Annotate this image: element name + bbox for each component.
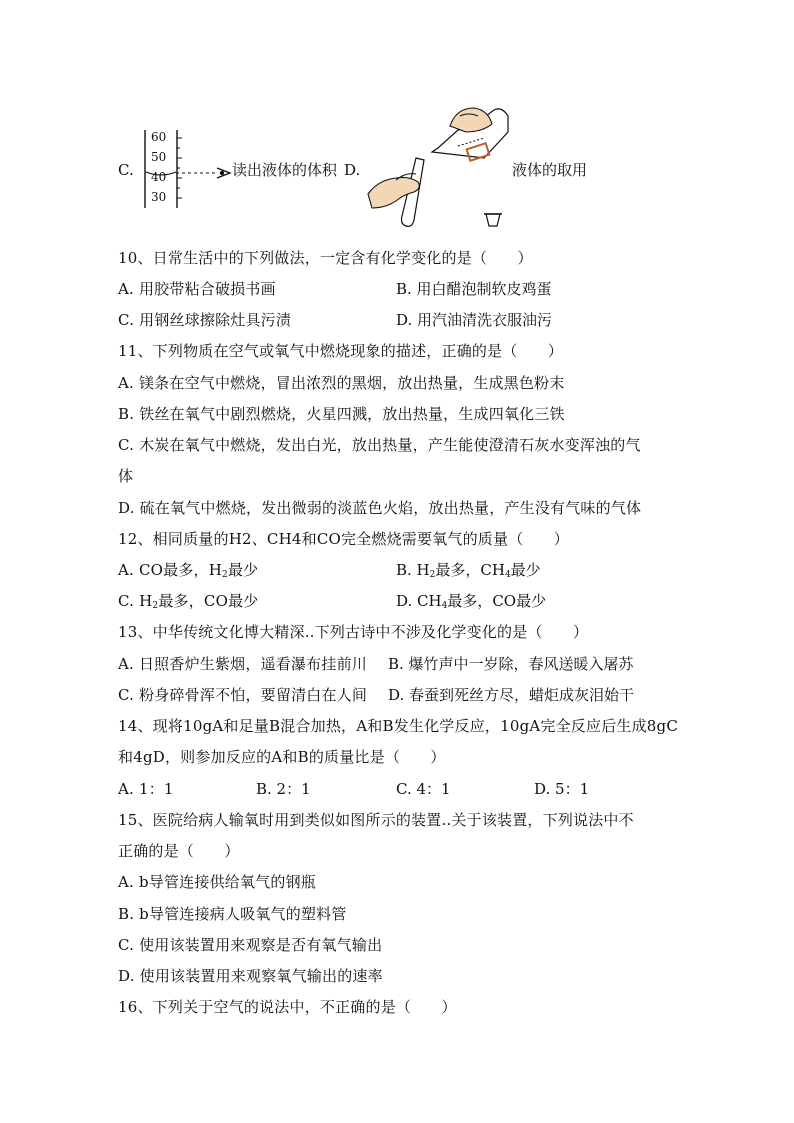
q12-option-b: B. $H_2$最多，$CH_4$最少 — [396, 561, 541, 580]
q10-option-a: A. 用胶带粘合破损书画 — [118, 280, 276, 298]
q14-option-d: D. 5：1 — [534, 780, 590, 798]
q9-option-c-text: 读出液体的体积 — [232, 161, 338, 179]
cylinder-tick-40: 40 — [151, 170, 167, 184]
q9-option-d-text: 液体的取用 — [512, 161, 588, 179]
q15-option-d: D. 使用该装置用来观察氧气输出的速率 — [118, 967, 383, 985]
cylinder-tick-60: 60 — [151, 130, 167, 144]
q14-stem-line2: 和4gD，则参加反应的A和B的质量比是（ ） — [118, 748, 446, 766]
cylinder-tick-50: 50 — [151, 150, 167, 164]
q15-option-b: B. b导管连接病人吸氧气的塑料管 — [118, 905, 347, 923]
q9-option-d-label: D. — [344, 161, 361, 179]
q13-option-b: B. 爆竹声中一岁除，春风送暖入屠苏 — [388, 655, 634, 673]
q10-option-c: C. 用钢丝球擦除灶具污渍 — [118, 311, 292, 329]
liquid-pouring-figure — [366, 102, 514, 232]
q11-option-d: D. 硫在氧气中燃烧，发出微弱的淡蓝色火焰，放出热量，产生没有气味的气体 — [118, 499, 642, 517]
q15-stem-line1: 15、医院给病人输氧时用到类似如图所示的装置..关于该装置，下列说法中不 — [118, 811, 634, 829]
q10-option-d: D. 用汽油清洗衣服油污 — [396, 311, 553, 329]
q11-option-c-line1: C. 木炭在氧气中燃烧，发出白光，放出热量，产生能使澄清石灰水变浑浊的气 — [118, 436, 641, 454]
q13-option-d: D. 春蚕到死丝方尽，蜡炬成灰泪始干 — [388, 686, 635, 704]
q11-option-b: B. 铁丝在氧气中剧烈燃烧，火星四溅，放出热量，生成四氧化三铁 — [118, 405, 565, 423]
q12-stem: 12、相同质量的H2、CH4和CO完全燃烧需要氧气的质量（ ） — [118, 530, 569, 548]
q14-option-a: A. 1：1 — [118, 780, 174, 798]
q15-option-c: C. 使用该装置用来观察是否有氧气输出 — [118, 936, 383, 954]
q15-stem-line2: 正确的是（ ） — [118, 842, 240, 860]
q12-option-c: C. $H_2$最多，CO最少 — [118, 592, 259, 611]
q14-option-b: B. 2：1 — [256, 780, 311, 798]
q12-option-d: D. $CH_4$最多，CO最少 — [396, 592, 547, 611]
q14-stem-line1: 14、现将10gA和足量B混合加热，A和B发生化学反应，10gA完全反应后生成8gC — [118, 717, 679, 735]
q16-stem: 16、下列关于空气的说法中，不正确的是（ ） — [118, 998, 457, 1016]
cylinder-tick-30: 30 — [151, 190, 167, 204]
q14-option-c: C. 4：1 — [396, 780, 451, 798]
q12-option-a: A. CO最多，$H_2$最少 — [118, 561, 259, 580]
q10-option-b: B. 用白醋泡制软皮鸡蛋 — [396, 280, 552, 298]
q13-stem: 13、中华传统文化博大精深..下列古诗中不涉及化学变化的是（ ） — [118, 623, 589, 641]
q13-option-a: A. 日照香炉生紫烟，遥看瀑布挂前川 — [118, 655, 367, 673]
q10-stem: 10、日常生活中的下列做法，一定含有化学变化的是（ ） — [118, 249, 533, 267]
q9-option-c-label: C. — [118, 161, 134, 179]
q15-option-a: A. b导管连接供给氧气的钢瓶 — [118, 873, 316, 891]
q11-stem: 11、下列物质在空气或氧气中燃烧现象的描述，正确的是（ ） — [118, 342, 564, 360]
q11-option-a: A. 镁条在空气中燃烧，冒出浓烈的黑烟，放出热量，生成黑色粉末 — [118, 374, 565, 392]
q11-option-c-line2: 体 — [118, 467, 134, 485]
q13-option-c: C. 粉身碎骨浑不怕，要留清白在人间 — [118, 686, 368, 704]
